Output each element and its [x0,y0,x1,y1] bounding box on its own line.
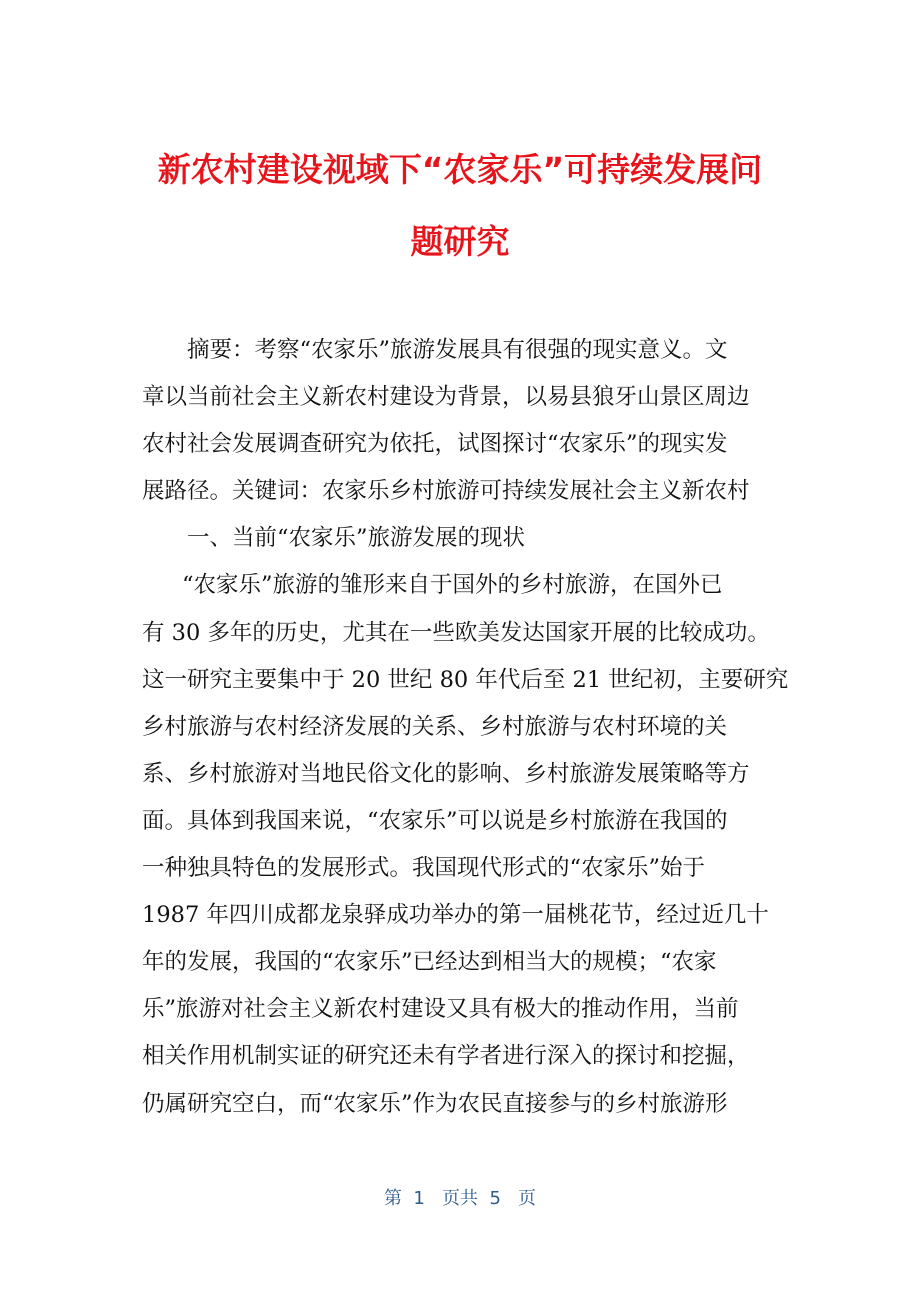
abstract-line: 摘要：考察“农家乐”旅游发展具有很强的现实意义。文 [187,337,728,363]
paragraph-line: 相关作用机制实证的研究还未有学者进行深入的探讨和挖掘， [142,1043,750,1070]
paragraph-line: 仍属研究空白，而“农家乐”作为农民直接参与的乡村旅游形 [142,1090,728,1117]
page-number: 第 1 页共 5 页 [383,1188,537,1209]
document-body [142,336,789,1137]
keywords-line: 展路径。关键词：农家乐乡村旅游可持续发展社会主义新农村 [142,478,750,505]
paragraph-line: 乐”旅游对社会主义新农村建设又具有极大的推动作用，当前 [142,996,739,1023]
paragraph-line: 有 30 多年的历史，尤其在一些欧美发达国家开展的比较成功。 [142,619,770,646]
paragraph-line: 这一研究主要集中于 20 世纪 80 年代后至 21 世纪初，主要研究 [142,666,789,693]
paragraph-line: 系、乡村旅游对当地民俗文化的影响、乡村旅游发展策略等方 [142,760,750,787]
section-heading: 一、当前“农家乐”旅游发展的现状 [187,525,526,552]
title-line-2: 题研究 [410,222,510,261]
paragraph-line: 乡村旅游与农村经济发展的关系、乡村旅游与农村环境的关 [142,713,728,740]
paragraph-line: 一种独具特色的发展形式。我国现代形式的“农家乐”始于 [142,855,706,882]
paragraph-line: 面。具体到我国来说，“农家乐”可以说是乡村旅游在我国的 [142,807,728,834]
paragraph-line: 年的发展，我国的“农家乐”已经达到相当大的规模；“农家 [142,949,717,976]
page-footer [0,1184,920,1210]
paragraph-line: 1987 年四川成都龙泉驿成功举办的第一届桃花节，经过近几十 [142,902,769,929]
title-line-1: 新农村建设视域下“农家乐”可持续发展问 [157,150,763,189]
paragraph-line: “农家乐”旅游的雏形来自于国外的乡村旅游，在国外已 [182,572,723,599]
document-title [100,134,820,278]
abstract-line: 章以当前社会主义新农村建设为背景，以易县狼牙山景区周边 [142,384,750,411]
abstract-line: 农村社会发展调查研究为依托，试图探讨“农家乐”的现实发 [142,431,728,458]
